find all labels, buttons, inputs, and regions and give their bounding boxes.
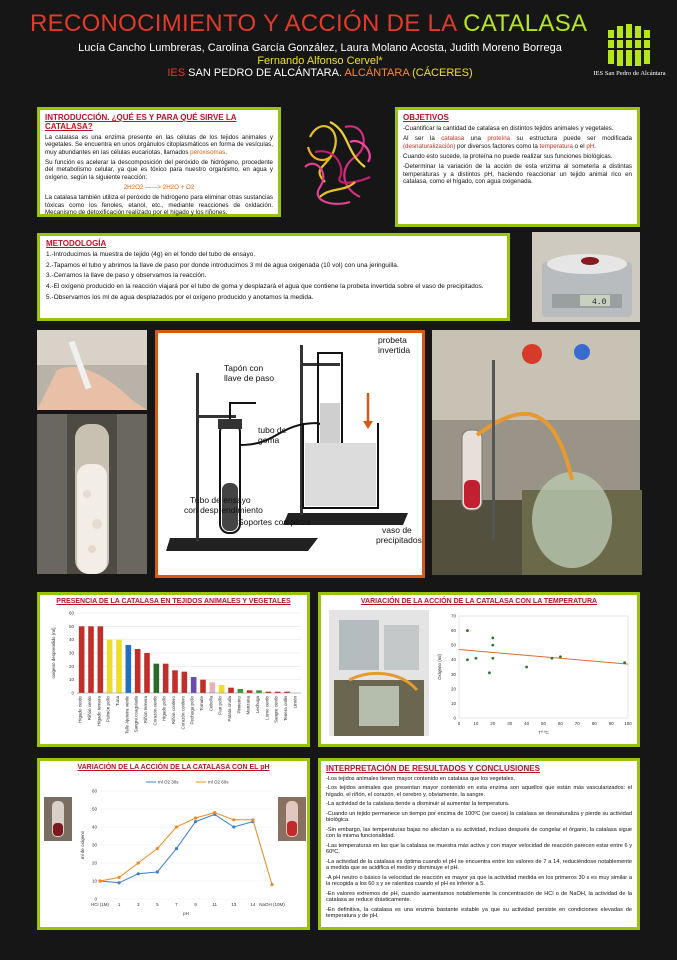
label-tapon: Tapón con llave de paso bbox=[224, 363, 275, 383]
intro-panel bbox=[37, 107, 281, 217]
bar bbox=[191, 677, 197, 693]
x-tick-label: 5 bbox=[156, 902, 159, 907]
x-tick-label: Corazón cordero bbox=[180, 696, 186, 730]
scale-photo bbox=[532, 232, 640, 322]
bar-chart-tejidos bbox=[43, 605, 308, 743]
y-tick-label: 60 bbox=[68, 610, 74, 616]
series-marker bbox=[137, 872, 140, 875]
bar bbox=[144, 653, 150, 693]
metodologia-panel bbox=[37, 233, 510, 321]
series-marker bbox=[118, 881, 121, 884]
x-tick-label: Lomo cerdo bbox=[264, 696, 270, 720]
x-tick-label: NaOH (10M) bbox=[259, 902, 285, 907]
y-tick-label: 0 bbox=[71, 690, 74, 696]
bar bbox=[182, 672, 188, 693]
photo-syringe bbox=[37, 330, 147, 410]
bar bbox=[210, 682, 216, 693]
intro-p1: La catalasa es una enzima presente en las células de los tejidos animales y vegetales. Se encuentra en unos orgánulos citoplasmáticos en forma de vesículas, muy abundantes en las células eucariotas, llamados peroxisomas. bbox=[45, 134, 273, 156]
bar bbox=[256, 690, 262, 693]
y-tick-label: 70 bbox=[450, 613, 456, 619]
reaction-formula: 2H2O2 ——> 2H2O + O2 bbox=[123, 183, 195, 191]
conclusion-2: -Los tejidos animales que presentan mayor contenido en esta enzima son aquellos que están más vascularizados: el hígado, el riñón, el corazón, el cerebro y, obviamente, la sangre. bbox=[326, 785, 632, 798]
data-point bbox=[559, 655, 562, 658]
objetivo-3: Cuando esto sucede, la proteína no puede realizar sus funciones biológicas. bbox=[403, 152, 613, 160]
x-tick-label: Manzana bbox=[245, 696, 251, 715]
y-axis-label: ml de oxígeno bbox=[80, 830, 85, 860]
x-axis-label: pH bbox=[183, 911, 189, 916]
data-point bbox=[466, 629, 469, 632]
bar bbox=[116, 640, 122, 693]
x-tick-label: Pechuga pollo bbox=[189, 696, 195, 725]
chart-ph-title: VARIACIÓN DE LA ACCIÓN DE LA CATALASA CON EL pH bbox=[77, 764, 270, 771]
bar bbox=[107, 640, 113, 693]
bar bbox=[98, 626, 104, 693]
y-tick-label: 50 bbox=[68, 623, 74, 629]
objetivo-1: -Cuantificar la cantidad de catalasa en distintos tejidos animales y vegetales. bbox=[403, 125, 614, 132]
series-marker bbox=[118, 876, 121, 879]
series-marker bbox=[232, 818, 235, 821]
series-marker bbox=[137, 861, 140, 864]
conclusion-4: -Cuando un tejido permanece un tiempo por encima de 100ºC (se cuece) la catalasa se desnaturaliza y pierde su actividad biológica. bbox=[326, 810, 632, 824]
series-marker bbox=[98, 879, 101, 882]
step-4: 4.-El oxígeno producido en la reacción viajará por el tubo de goma y desplazará el agua que contiene la probeta invertida sobre el vaso de precipitados. bbox=[46, 282, 484, 290]
x-tick-label: 60 bbox=[557, 721, 563, 726]
x-tick-label: Hígado ternera bbox=[96, 696, 102, 727]
data-point bbox=[491, 657, 494, 660]
series-marker bbox=[251, 818, 254, 821]
bar bbox=[79, 626, 85, 693]
data-point bbox=[475, 657, 478, 660]
data-point bbox=[488, 671, 491, 674]
label-tubo-goma: tubo de goma bbox=[258, 425, 287, 445]
chart-temp-title: VARIACIÓN DE LA ACCIÓN DE LA CATALASA CON LA TEMPERATURA bbox=[360, 598, 598, 605]
line-chart-ph bbox=[76, 777, 285, 927]
x-tick-label: Tomate bbox=[199, 696, 204, 711]
y-tick-label: 50 bbox=[91, 806, 97, 812]
photo-temp-experiment bbox=[329, 610, 429, 736]
chart-tejidos-title: PRESENCIA DE LA CATALASA EN TEJIDOS ANIMALES Y VEGETALES bbox=[56, 598, 291, 605]
x-tick-label: Limón bbox=[292, 696, 298, 709]
conclusion-5: -Sin embargo, las temperaturas bajas no afectan a su actividad, incluso después de congelar el órgano, la catalasa sigue con la misma funcionalidad. bbox=[326, 826, 632, 840]
bar bbox=[126, 645, 132, 693]
y-tick-label: 20 bbox=[450, 686, 456, 692]
label-vaso: vaso de precipitados bbox=[376, 525, 422, 545]
coordinator: Fernando Alfonso Cervel* bbox=[257, 55, 383, 67]
step-5: 5.-Observamos los ml de agua desplazados por el oxígeno producido y anotamos la medida. bbox=[46, 293, 314, 301]
intro-p3: La catalasa también utiliza el peróxido de hidrógeno para eliminar otras sustancias tóxicas como los fenoles, etanol, etc., mediante reacciones de oxidación. Mecanismo de detoxificación realizado por el hígado y los riñones. bbox=[45, 194, 273, 216]
label-tubo-ensayo: Tubo de ensayo con desprendimiento bbox=[184, 495, 263, 515]
step-3: 3.-Cerramos la llave de paso y observamos la reacción. bbox=[46, 272, 207, 280]
y-tick-label: 60 bbox=[91, 788, 97, 794]
logo-caption: IES San Pedro de Alcántara bbox=[593, 70, 666, 77]
y-tick-label: 10 bbox=[450, 700, 456, 706]
data-point bbox=[491, 636, 494, 639]
y-tick-label: 40 bbox=[91, 824, 97, 830]
bar bbox=[163, 664, 169, 693]
legend-label: ml O2 30s bbox=[158, 779, 179, 785]
photo-test-tube bbox=[37, 414, 147, 574]
x-tick-label: Hígado pollo bbox=[161, 696, 167, 722]
photo-lab-setup bbox=[432, 330, 640, 575]
catalase-protein-image bbox=[290, 107, 388, 217]
poster-title: RECONOCIMIENTO Y ACCIÓN DE LA CATALASA bbox=[30, 10, 588, 37]
photo-ph-tube-right bbox=[278, 797, 306, 841]
x-tick-label: 50 bbox=[540, 721, 547, 726]
x-tick-label: 9 bbox=[194, 902, 197, 907]
conclusion-6: -Las temperaturas en las que la catalasa se muestra más activa y con mayor velocidad de reacción parecen estar entre 6 y 60ºC. bbox=[326, 842, 632, 856]
x-tick-label: 20 bbox=[490, 721, 496, 726]
y-axis-label: oxígeno desprendido (ml) bbox=[51, 627, 56, 679]
data-point bbox=[491, 644, 494, 647]
y-tick-label: 30 bbox=[68, 650, 74, 656]
y-tick-label: 20 bbox=[91, 860, 97, 866]
series-marker bbox=[175, 825, 178, 828]
x-tick-label: 0 bbox=[457, 721, 461, 726]
plot-area bbox=[459, 616, 628, 718]
objetivo-2: Al ser la catalasa una proteína su estructura puede ser modificada (desnaturalización) por diversos factores como la temperatura o el pH. bbox=[403, 135, 632, 150]
bar bbox=[200, 680, 206, 693]
metodologia-title: METODOLOGÍA bbox=[46, 239, 107, 248]
y-tick-label: 0 bbox=[453, 715, 456, 721]
chart-ph-panel bbox=[37, 758, 310, 930]
conclusion-1: -Los tejidos animales tienen mayor contenido en catalasa que los vegetales. bbox=[326, 776, 516, 782]
x-tick-label: 70 bbox=[574, 721, 580, 726]
label-soportes: Soportes con pinza bbox=[238, 517, 311, 527]
x-tick-label: 40 bbox=[524, 721, 530, 726]
y-tick-label: 40 bbox=[68, 637, 74, 643]
x-tick-label: 30 bbox=[507, 721, 513, 726]
y-tick-label: 30 bbox=[450, 671, 456, 677]
bar bbox=[228, 688, 234, 693]
step-2: 2.-Tapamos el tubo y abrimos la llave de paso por donde introducimos 3 ml de agua oxigenada (10 vol) con una jeringuilla. bbox=[46, 261, 399, 269]
x-tick-label: Pulmón pollo bbox=[105, 696, 111, 723]
trend-line bbox=[459, 650, 628, 665]
x-tick-label: Tallo Ajeteira verde bbox=[124, 696, 130, 735]
series-marker bbox=[213, 811, 216, 814]
y-tick-label: 10 bbox=[91, 878, 97, 884]
series-marker bbox=[194, 820, 197, 823]
x-tick-label: Hígado cerdo bbox=[77, 696, 83, 724]
conclusion-9: -En valores extremos de pH, cuando aumentamos notablemente la concentración de HCl o de NaOH, la actividad de la catalasa se reduce drásticamente. bbox=[326, 890, 632, 904]
x-tick-label: Riñón cerdo bbox=[87, 696, 92, 721]
photo-ph-tube-left bbox=[44, 797, 72, 841]
series-marker bbox=[232, 825, 235, 828]
y-tick-label: 20 bbox=[68, 663, 74, 669]
x-tick-label: 13 bbox=[231, 902, 237, 907]
conclusion-10: -En definitiva, la catalasa es una enzima bastante estable ya que su actividad persiste en condiciones elevadas de temperatura y de pH. bbox=[326, 906, 632, 920]
y-tick-label: 40 bbox=[450, 657, 456, 663]
scale-display: 4.0 bbox=[592, 298, 607, 307]
x-tick-label: Cebolla bbox=[208, 696, 214, 712]
x-tick-label: Pimiento bbox=[236, 696, 242, 714]
x-tick-label: Sangre coagulada bbox=[133, 696, 139, 733]
series-marker bbox=[175, 847, 178, 850]
x-tick-label: 3 bbox=[136, 902, 140, 907]
objetivos-title: OBJETIVOS bbox=[403, 113, 449, 122]
label-probeta: probeta invertida bbox=[378, 335, 411, 355]
y-tick-label: 60 bbox=[450, 628, 456, 634]
x-tick-label: 1 bbox=[117, 902, 121, 907]
x-tick-label: 11 bbox=[212, 902, 218, 907]
intro-title: INTRODUCCIÓN. ¿QUÉ ES Y PARA QUÉ SIRVE LA CATALASA? bbox=[45, 113, 237, 131]
y-tick-label: 50 bbox=[450, 642, 456, 648]
conclusion-3: -La actividad de la catalasa tiende a disminuir al aumentar la temperatura. bbox=[326, 801, 510, 808]
data-point bbox=[623, 661, 626, 664]
bar bbox=[238, 689, 244, 693]
step-1: 1.-Introducimos la muestra de tejido (4g) en el fondo del tubo de ensayo. bbox=[46, 251, 256, 258]
x-axis-label: Tª ºC bbox=[538, 730, 549, 735]
x-tick-label: 7 bbox=[175, 902, 178, 907]
x-tick-label: Corazón cerdo bbox=[152, 696, 158, 726]
bar bbox=[172, 670, 178, 693]
conclusion-7: -La actividad de la catalasa es óptima cuando el pH se encuentra entre los valores de 7 a 14, reduciéndose notablemente a medida que se acidifica el medio y disminuye el pH. bbox=[326, 858, 632, 872]
objetivos-panel bbox=[395, 107, 640, 227]
x-tick-label: Riñón ternera bbox=[143, 696, 148, 724]
x-tick-label: Patata cruda bbox=[227, 696, 232, 722]
x-tick-label: HCl (1M) bbox=[91, 902, 109, 907]
authors: Lucía Cancho Lumbreras, Carolina García González, Laura Molano Acosta, Judith Moreno Borrega bbox=[78, 42, 562, 54]
x-tick-label: Sangre cerdo bbox=[273, 696, 279, 724]
y-tick-label: 0 bbox=[94, 896, 97, 902]
x-tick-label: 10 bbox=[473, 721, 479, 726]
bar bbox=[247, 690, 253, 693]
legend-label: ml O2 60s bbox=[208, 779, 229, 785]
bar bbox=[88, 626, 94, 693]
data-point bbox=[525, 666, 528, 669]
y-axis-label: Oxígeno (ml) bbox=[437, 653, 442, 681]
intro-p2: Su función es acelerar la descomposición del peróxido de hidrógeno, procedente del metabolismo celular, ya que es tóxico para nuestro organismo, en agua y oxígeno, según la siguiente reacción: bbox=[45, 158, 273, 181]
series-marker bbox=[194, 816, 197, 819]
chart-tejidos-panel bbox=[37, 592, 310, 747]
x-tick-label: 90 bbox=[608, 721, 614, 726]
conclusion-8: -A pH neutro o básico la velocidad de reacción es mayor ya que la actividad medida en los primeros 30 s es muy similar a la recogida a los 60 s y se ralentiza cuando el pH es inferior a 5. bbox=[326, 874, 632, 888]
data-point bbox=[466, 658, 469, 661]
x-tick-label: 100 bbox=[624, 721, 632, 726]
school-line: IES SAN PEDRO DE ALCÁNTARA. ALCÁNTARA (CÁCERES) bbox=[167, 67, 473, 79]
bar bbox=[219, 685, 225, 693]
series-marker bbox=[270, 883, 273, 886]
x-tick-label: 14 bbox=[250, 902, 256, 907]
objetivo-4: -Determinar la variación de la acción de esta enzima al someterla a distintas temperaturas y a distintos pH, haciendo reaccionar un tejido animal rico en catalasa, como el hígado, con agua oxigenada. bbox=[403, 163, 632, 185]
x-tick-label: Tenera ordin bbox=[283, 696, 288, 722]
data-point bbox=[551, 657, 554, 660]
y-tick-label: 30 bbox=[91, 842, 97, 848]
series-marker bbox=[156, 847, 159, 850]
interpretacion-title: INTERPRETACIÓN DE RESULTADOS Y CONCLUSIONES bbox=[326, 764, 540, 773]
x-tick-label: 80 bbox=[591, 721, 597, 726]
series-marker bbox=[156, 870, 159, 873]
bar bbox=[135, 649, 141, 693]
x-tick-label: Lechuga bbox=[255, 696, 260, 714]
x-tick-label: Tuna bbox=[115, 696, 120, 707]
apparatus-diagram bbox=[155, 330, 425, 578]
scatter-chart-temp bbox=[433, 610, 633, 742]
y-tick-label: 10 bbox=[68, 677, 74, 683]
x-tick-label: Pan pollo bbox=[217, 696, 223, 715]
x-tick-label: Riñón cordero bbox=[171, 696, 176, 725]
chart-temp-panel bbox=[318, 592, 640, 747]
bar bbox=[154, 664, 160, 693]
interpretacion-panel bbox=[318, 758, 640, 930]
